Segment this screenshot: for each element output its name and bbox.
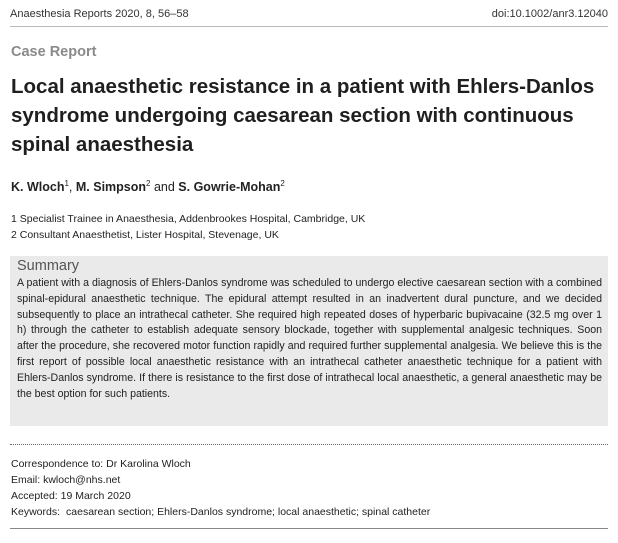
title-line-2: syndrome undergoing caesarean section with continuous: [11, 104, 574, 127]
email[interactable]: Email: kwloch@nhs.net: [11, 474, 121, 486]
author-separator: and: [150, 180, 179, 194]
dotted-divider: [10, 444, 608, 445]
keywords-label: Keywords:: [11, 506, 61, 518]
summary-text: A patient with a diagnosis of Ehlers-Danlos syndrome was scheduled to undergo elective caesarean section with a combined spinal-epidural anaesthetic technique. The epidural attempt resulted in an inadvertent dural puncture, and we decided subsequently to place an intrathecal catheter. She required high repeated doses of hyperbaric bupivacaine (32.5 mg over 1 h) through the catheter to establish adequate sensory blockade, together with supplemental analgesic techniques. Soon after the procedure, she recovered motor function rapidly and required further supplemental analgesia. We believe this is the first report of possible local anaesthetic resistance with an intrathecal catheter anaesthetic technique for a patient with Ehlers-Danlos syndrome. If there is resistance to the first dose of intrathecal local anaesthetic, a general anaesthetic may be the best option for such patients.: [17, 277, 602, 400]
keywords: [11, 504, 430, 520]
author-name[interactable]: K. Wloch: [11, 180, 65, 194]
author-separator: ,: [68, 180, 76, 194]
journal-citation: Anaesthesia Reports 2020, 8, 56–58: [10, 8, 189, 20]
title-line-3: spinal anaesthesia: [11, 133, 194, 156]
affiliation-1: 1 Specialist Trainee in Anaesthesia, Addenbrookes Hospital, Cambridge, UK: [11, 213, 366, 225]
affiliation-2: 2 Consultant Anaesthetist, Lister Hospital, Stevenage, UK: [11, 228, 279, 241]
article-title: [11, 72, 611, 159]
title-line-1: Local anaesthetic resistance in a patient with Ehlers-Danlos: [11, 75, 595, 98]
author-affiliation-marker: 1: [64, 178, 69, 188]
author-name[interactable]: M. Simpson: [75, 180, 147, 194]
article-metadata: [11, 456, 430, 520]
author-affiliation-marker: 2: [280, 178, 285, 188]
affiliations: [11, 212, 365, 243]
author-list: [11, 180, 285, 194]
author-affiliation-marker: 2: [146, 178, 151, 188]
correspondence: Correspondence to: Dr Karolina Wloch: [11, 458, 191, 470]
footer-divider: [10, 528, 608, 529]
doi-link[interactable]: doi:10.1002/anr3.12040: [491, 8, 608, 20]
header-divider: [10, 26, 608, 27]
summary-box: [10, 256, 608, 426]
article-type-label: Case Report: [11, 44, 97, 60]
author-name[interactable]: S. Gowrie-Mohan: [178, 180, 281, 194]
keywords-list: caesarean section; Ehlers-Danlos syndrome; local anaesthetic; spinal catheter: [66, 506, 431, 518]
running-header: [10, 8, 608, 22]
accepted-date: Accepted: 19 March 2020: [11, 490, 131, 502]
summary-heading: Summary: [17, 258, 80, 274]
